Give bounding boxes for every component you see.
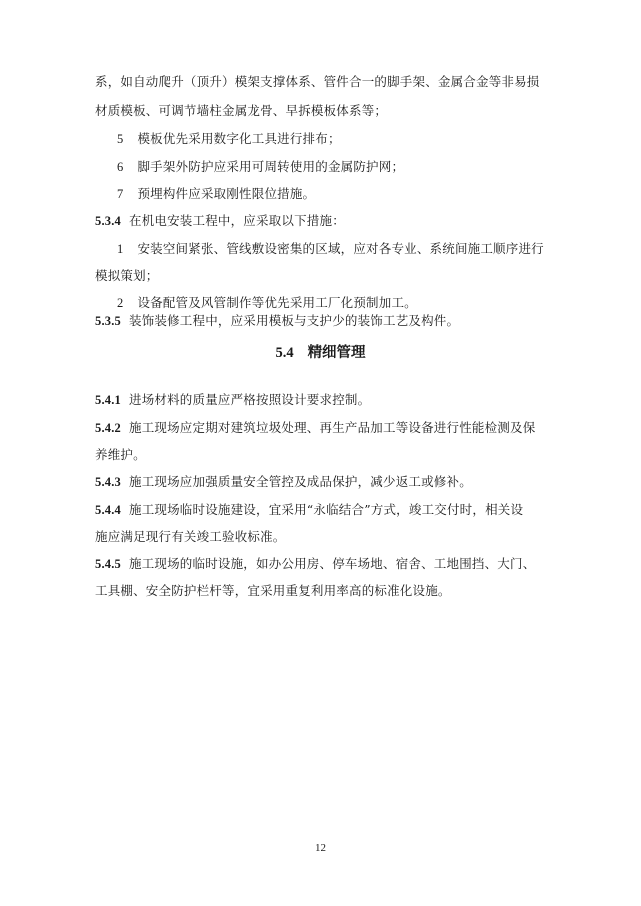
clause-number: 5.4.2 bbox=[95, 421, 121, 435]
clause: 5.3.4 在机电安装工程中，应采取以下措施： bbox=[95, 213, 345, 228]
clause: 5.4.3 施工现场应加强质量安全管控及成品保护，减少返工或修补。 bbox=[95, 474, 472, 489]
clause-number: 5.4.1 bbox=[95, 393, 121, 407]
clause-number: 5.4.3 bbox=[95, 475, 121, 489]
section-title: 精细管理 bbox=[307, 345, 366, 361]
text-line: 系，如自动爬升（顶升）模架支撑体系、管件合一的脚手架、金属合金等非易损 bbox=[95, 74, 540, 89]
clause: 5.4.5 施工现场的临时设施，如办公用房、停车场地、宿舍、工地围挡、大门、 bbox=[95, 556, 536, 571]
clause: 5.4.4 施工现场临时设施建设，宜采用“永临结合”方式，竣工交付时，相关设 bbox=[95, 502, 524, 517]
item-number: 2 bbox=[117, 296, 124, 310]
text-line: 工具棚、安全防护栏杆等，宜采用重复利用率高的标准化设施。 bbox=[95, 583, 451, 598]
clause: 5.4.2 施工现场应定期对建筑垃圾处理、再生产品加工等设备进行性能检测及保 bbox=[95, 420, 536, 435]
list-item: 2 设备配管及风管制作等优先采用工厂化预制加工。 bbox=[117, 295, 417, 310]
item-number: 6 bbox=[117, 160, 124, 174]
section-heading bbox=[0, 341, 641, 362]
clause: 5.3.5 装饰装修工程中，应采用模板与支护少的装饰工艺及构件。 bbox=[95, 313, 460, 328]
item-number: 5 bbox=[117, 132, 124, 146]
list-item: 1 安装空间紧张、管线敷设密集的区域，应对各专业、系统间施工顺序进行 bbox=[117, 241, 544, 256]
clause-number: 5.3.5 bbox=[95, 314, 121, 328]
item-number: 7 bbox=[117, 187, 124, 201]
page-number: 12 bbox=[315, 842, 326, 854]
text-line: 养维护。 bbox=[95, 447, 146, 462]
clause-number: 5.3.4 bbox=[95, 214, 121, 228]
text-line: 模拟策划； bbox=[95, 268, 159, 283]
clause-number: 5.4.5 bbox=[95, 557, 121, 571]
text-line: 施应满足现行有关竣工验收标准。 bbox=[95, 529, 286, 544]
clause: 5.4.1 进场材料的质量应严格按照设计要求控制。 bbox=[95, 392, 371, 407]
list-item: 6 脚手架外防护应采用可周转使用的金属防护网； bbox=[117, 159, 405, 174]
section-number: 5.4 bbox=[275, 345, 294, 361]
text-line: 材质模板、可调节墙柱金属龙骨、早拆模板体系等； bbox=[95, 103, 388, 118]
item-number: 1 bbox=[117, 242, 124, 256]
clause-number: 5.4.4 bbox=[95, 503, 121, 517]
list-item: 5 模板优先采用数字化工具进行排布； bbox=[117, 131, 341, 146]
list-item: 7 预埋构件应采取刚性限位措施。 bbox=[117, 186, 316, 201]
